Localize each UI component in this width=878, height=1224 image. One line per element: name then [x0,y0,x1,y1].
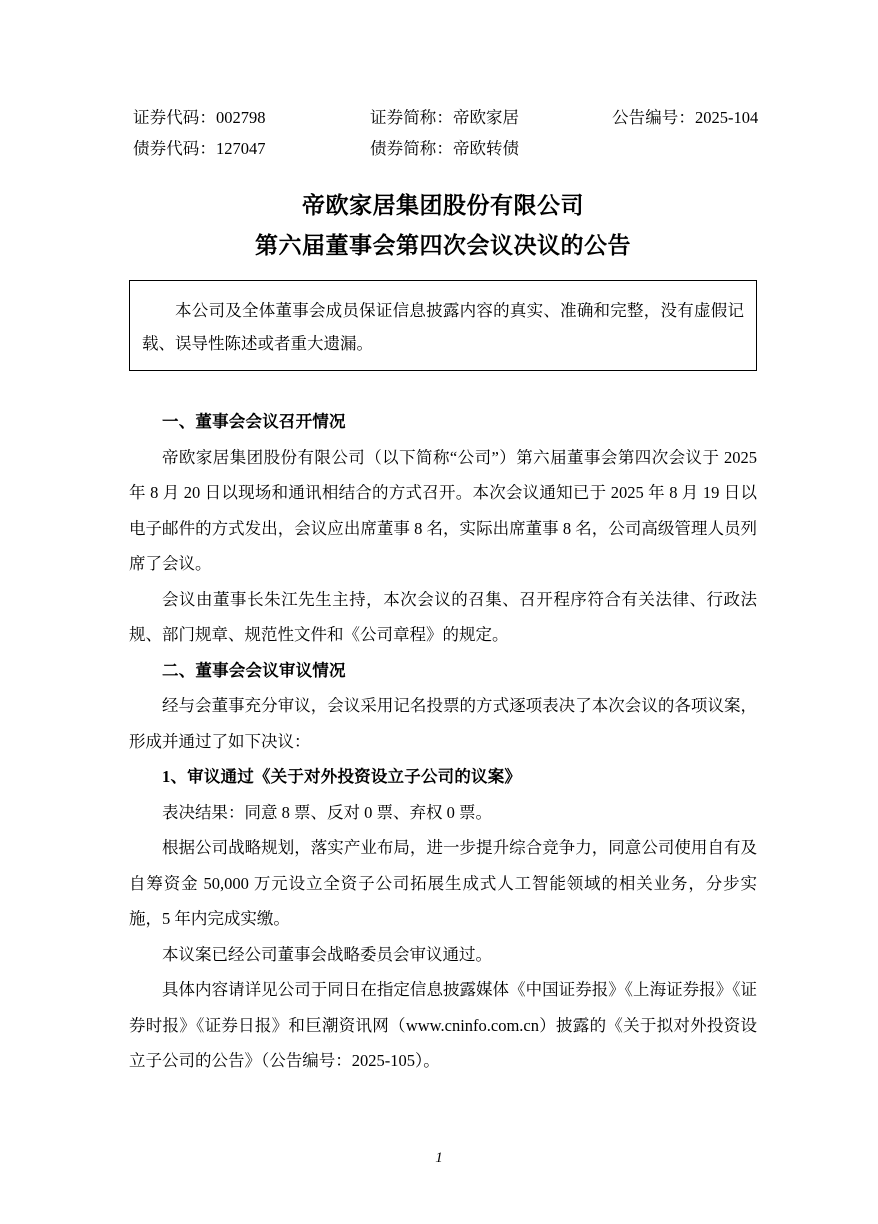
resolution-item-1-heading: 1、审议通过《关于对外投资设立子公司的议案》 [162,767,522,786]
document-header [129,102,757,164]
disclaimer-text: 本公司及全体董事会成员保证信息披露内容的真实、准确和完整，没有虚假记载、误导性陈述或者重大遗漏。 [142,301,744,353]
bond-code-value: 127047 [216,139,266,158]
section-heading-1: 一、董事会会议召开情况 [162,412,346,431]
header-row-bond [129,133,757,164]
bond-code-cell [133,133,266,164]
security-name-cell [370,102,519,133]
announcement-number-label: 公告编号： [612,108,695,127]
bond-name-value: 帝欧转债 [453,139,519,158]
resolution-item-1-vote-result: 表决结果：同意 8 票、反对 0 票、弃权 0 票。 [162,802,492,822]
security-code-label: 证券代码： [133,108,216,127]
page-number: 1 [435,1150,443,1166]
title-block [129,186,757,266]
resolution-item-1-paragraph-2: 本议案已经公司董事会战略委员会审议通过。 [162,944,492,964]
security-code-cell [133,102,266,133]
page-title: 第六届董事会第四次会议决议的公告 [255,233,631,258]
resolution-item-1-paragraph-1: 根据公司战略规划，落实产业布局，进一步提升综合竞争力，同意公司使用自有及自筹资金 50,000 万元设立全资子公司拓展生成式人工智能领域的相关业务，分步实施，5 年内完成实缴。 [129,838,757,928]
announcement-number-cell [612,102,758,133]
document-body [129,404,757,1079]
security-name-label: 证券简称： [370,108,453,127]
section-1-paragraph-2: 会议由董事长朱江先生主持，本次会议的召集、召开程序符合有关法律、行政法规、部门规章、规范性文件和《公司章程》的规定。 [129,589,757,644]
section-1-paragraph-1: 帝欧家居集团股份有限公司（以下简称“公司”）第六届董事会第四次会议于 2025 年 8 月 20 日以现场和通讯相结合的方式召开。本次会议通知已于 2025 年 8 月 19 日以电子邮件的方式发出，会议应出席董事 8 名，实际出席董事 8 名，公司高级管理人员列席了会议。 [129,447,758,573]
header-row-securities [129,102,757,133]
security-code-value: 002798 [216,108,266,127]
security-name-value: 帝欧家居 [453,108,519,127]
section-2-paragraph-1: 经与会董事充分审议，会议采用记名投票的方式逐项表决了本次会议的各项议案，形成并通过了如下决议： [129,696,757,751]
bond-code-label: 债券代码： [133,139,216,158]
resolution-item-1-paragraph-3: 具体内容请详见公司于同日在指定信息披露媒体《中国证券报》《上海证券报》《证券时报》《证券日报》和巨潮资讯网（www.cninfo.com.cn）披露的《关于拟对外投资设立子公司的公告》（公告编号：2025-105）。 [129,980,757,1070]
company-name-title: 帝欧家居集团股份有限公司 [302,193,584,218]
bond-name-label: 债券简称： [370,139,453,158]
disclaimer-box [129,280,757,371]
section-heading-2: 二、董事会会议审议情况 [162,660,346,680]
announcement-number-value: 2025-104 [695,108,759,127]
bond-name-cell [370,133,519,164]
